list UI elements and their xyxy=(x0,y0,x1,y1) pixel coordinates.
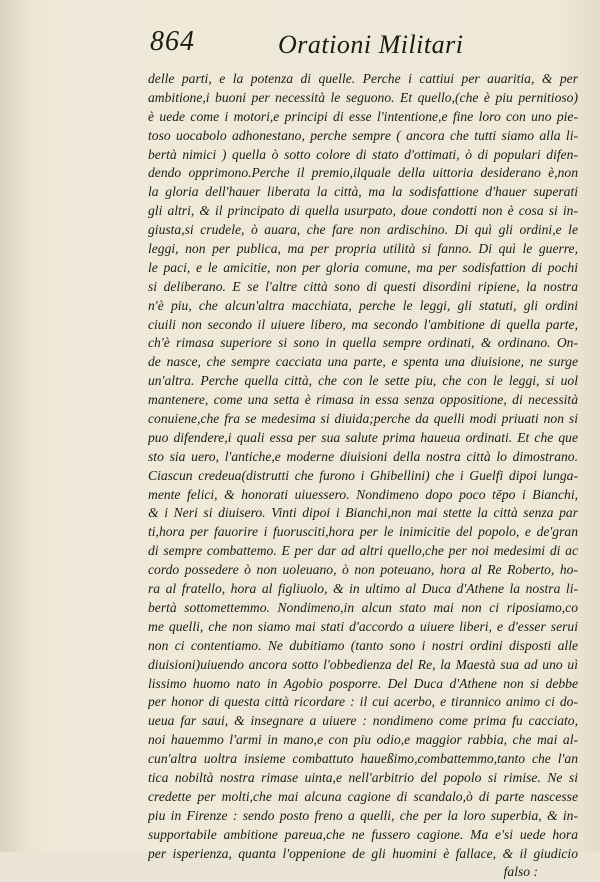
text-line: le paci, e le amicitie, non per gloria comune, ma per sodisfattion di pochi xyxy=(148,259,578,275)
text-line: cun'altra uoltra insieme combattuto haueßimo,combattemmo,tanto che l'an xyxy=(148,751,578,767)
text-line: diuisioni)uiuendo ancora sotto l'obbedienza del Re, la Maestà sua ad uno uì xyxy=(148,656,578,672)
text-line: la gloria dell'hauer liberata la città, ma la sodisfattione d'hauer superati xyxy=(148,184,578,200)
text-line: me quelli, che non siamo mai stati d'accordo a uiuere liberi, e d'esser serui xyxy=(148,618,578,634)
text-line: giusta,si crudele, ò auara, che fare non ardischino. Di quì gli ordini,e le xyxy=(148,222,578,238)
text-line: per isperienza, quanta l'oppenione de gli huomini è fallace, & il giudicio xyxy=(148,845,578,861)
text-line: ambitione,i buoni per necessità le seguono. Et quello,(che è piu pernitioso) xyxy=(148,89,578,105)
text-line: mantenere, come una setta è rimasa in essa senza oppositione, di necessità xyxy=(148,392,578,408)
text-line: ueua far saui, & insegnare a uiuere : nondimeno come prima fu cacciato, xyxy=(148,713,578,729)
text-line: ciuili non secondo il uiuere libero, ma secondo l'ambitione di quella parte, xyxy=(148,316,578,332)
text-line: puo difendere,i quali essa per sua salute prima haueua ordinati. Et che que xyxy=(148,429,578,445)
text-line: Ciascun credeua(distrutti che furono i Ghibellini) che i Guelfi dipoi lunga- xyxy=(148,467,578,483)
text-line: & i Neri si diuisero. Vinti dipoi i Bianchi,non mai stette la città senza par xyxy=(148,505,578,521)
running-title: Orationi Militari xyxy=(278,30,464,59)
text-line: noi hauemmo l'armi in mano,e con piu odio,e maggior rabbia, che mai al- xyxy=(148,732,578,748)
text-line: ra al fratello, hora al figliuolo, & in ultimo al Duca d'Athene la nostra li- xyxy=(148,581,578,597)
text-line: leggi, non per publica, ma per propria utilità si fanno. Di quì le guerre, xyxy=(148,241,578,257)
text-line: per honor di questa città ricordare : il cui acerbo, e tirannico animo ci do- xyxy=(148,694,578,710)
text-line: gli altri, & il principato di quella usurpato, doue condotti non è cosa si in- xyxy=(148,203,578,219)
page-header xyxy=(150,22,570,62)
text-line: cordo possedere ò non uoleuano, ò non poteuano, hora al Re Roberto, ho- xyxy=(148,562,578,578)
text-line: tica nobiltà nostra rimase uinta,e nell'arbitrio del popolo si rimise. Ne si xyxy=(148,769,578,785)
body-text xyxy=(148,70,578,882)
text-line: non ci contentiamo. Ne dubitiamo (tanto sono i nostri ordini disposti alle xyxy=(148,637,578,653)
text-line: supportabile ambitione pareua,che ne fussero cagione. Ma e'si uede hora xyxy=(148,826,578,842)
text-line: di sempre combattemo. E per dar ad altri quello,che per noi medesimi di ac xyxy=(148,543,578,559)
page-number: 864 xyxy=(150,26,195,57)
text-line: sto sia uero, l'antiche,e moderne diuisioni della nostra città lo dimostrano. xyxy=(148,448,578,464)
text-line: lissimo huomo nato in Agobio posporre. Del Duca d'Athene non si debbe xyxy=(148,675,578,691)
text-line: ch'è rimasa superiore si sono in quella sempre ordinati, & ordinano. On- xyxy=(148,335,578,351)
text-line: conuiene,che fra se medesima si diuida;perche da quelli modi priuati non si xyxy=(148,411,578,427)
text-line: è uede come i motori,e principi di esse l'intentione,e fine loro con uno pie- xyxy=(148,108,578,124)
text-line: n'è piu, che alcun'altra macchiata, perche le leggi, gli statuti, gli ordini xyxy=(148,297,578,313)
text-line: credette per molti,che mai alcuna cagione di scandalo,ò di parte nascesse xyxy=(148,788,578,804)
text-line: toso uocabolo adhonestano, perche sempre ( ancora che tutti siamo alla li- xyxy=(148,127,578,143)
text-line: falso : xyxy=(503,864,538,880)
text-line: bertà nimici ) quella ò sotto colore di stato d'ottimati, ò di populari difen- xyxy=(148,146,578,162)
text-line: mente felici, & honorati uiuessero. Nondimeno dopo poco tēpo i Bianchi, xyxy=(148,486,578,502)
text-line: si deliberano. E se l'altre città sono di questi disordini ripiene, la nostra xyxy=(148,278,578,294)
text-line: ti,hora per fauorire i fuorusciti,hora per le inimicitie del popolo, e de'gran xyxy=(148,524,578,540)
text-line: delle parti, e la potenza di quelle. Perche i cattiui per auaritia, & per xyxy=(148,71,578,86)
text-line: dendo opprimono.Perche il premio,ilquale della uittoria desiderano è,non xyxy=(148,165,578,181)
text-line: de nasce, che sempre cacciata una parte, e spenta una diuisione, ne surge xyxy=(148,354,578,370)
text-line: un'altra. Perche quella città, che con le sette piu, che con le leggi, si uol xyxy=(148,373,578,389)
text-line: piu in Firenze : sendo posto freno a quelli, che per la loro superbia, & in- xyxy=(148,807,578,823)
text-line: bertà sottomettemmo. Nondimeno,in alcun stato mai non ci riposiamo,co xyxy=(148,599,578,615)
